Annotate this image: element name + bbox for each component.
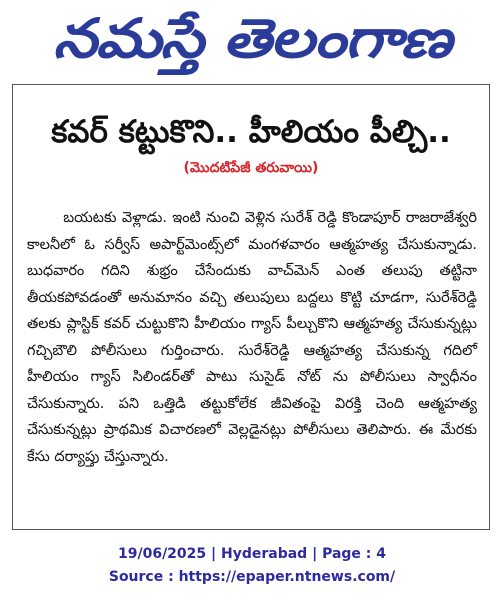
continued-from-front-page-label: (మొదటిపేజీ తరువాయి) — [183, 160, 319, 177]
footer-date-page: 19/06/2025 | Hyderabad | Page : 4 — [117, 546, 387, 562]
article-clipping — [12, 84, 490, 530]
footer-source-link[interactable]: Source : https://epaper.ntnews.com/ — [108, 569, 396, 585]
newspaper-masthead — [0, 0, 504, 78]
article-headline: కవర్ కట్టుకొని.. హీలియం పీల్చి.. — [51, 114, 451, 150]
masthead-title: నమస్తే తెలంగాణ — [53, 7, 451, 70]
article-body: బయటకు వెళ్లాడు. ఇంటి నుంచి వెళ్లిన సురేశ్ రెడ్డి కొండాపూర్ రాజరాజేశ్వరి కాలనీలో ఓ సర్వీస్ అపార్ట్‌మెంట్స్‌లో మంగళవారం ఆత్మహత్య చేసుకున్నాడు. బుధవారం గదిని శుభ్రం చేసేందుకు వాచ్‌మెన్ ఎంత తలుపు తట్టినా తీయకపోవడంతో అనుమానం వచ్చి తలుపులు బద్దలు కొట్టి చూడగా, సురేశ్‌రెడ్డి తలకు ప్లాస్టిక్ కవర్ చుట్టుకొని హీలియం గ్యాస్ పీల్చుకొని ఆత్మహత్య చేసుకున్నట్లు గచ్చిబౌలి పోలీసులు గుర్తించారు. సురేశ్‌రెడ్డి ఆత్మహత్య చేసుకున్న గదిలో హీలియం గ్యాస్ సిలిండర్‌తో పాటు సుసైడ్ నోట్ ను పోలీసులు స్వాధీనం చేసుకున్నారు. పని ఒత్తిడి తట్టుకోలేక జీవితంపై విరక్తి చెంది ఆత్మహత్య చేసుకున్నట్లు ప్రాథమిక విచారణలో వెల్లడైనట్లు పోలీసులు తెలిపారు. ఈ మేరకు కేసు దర్యాప్తు చేస్తున్నారు. — [27, 210, 477, 465]
